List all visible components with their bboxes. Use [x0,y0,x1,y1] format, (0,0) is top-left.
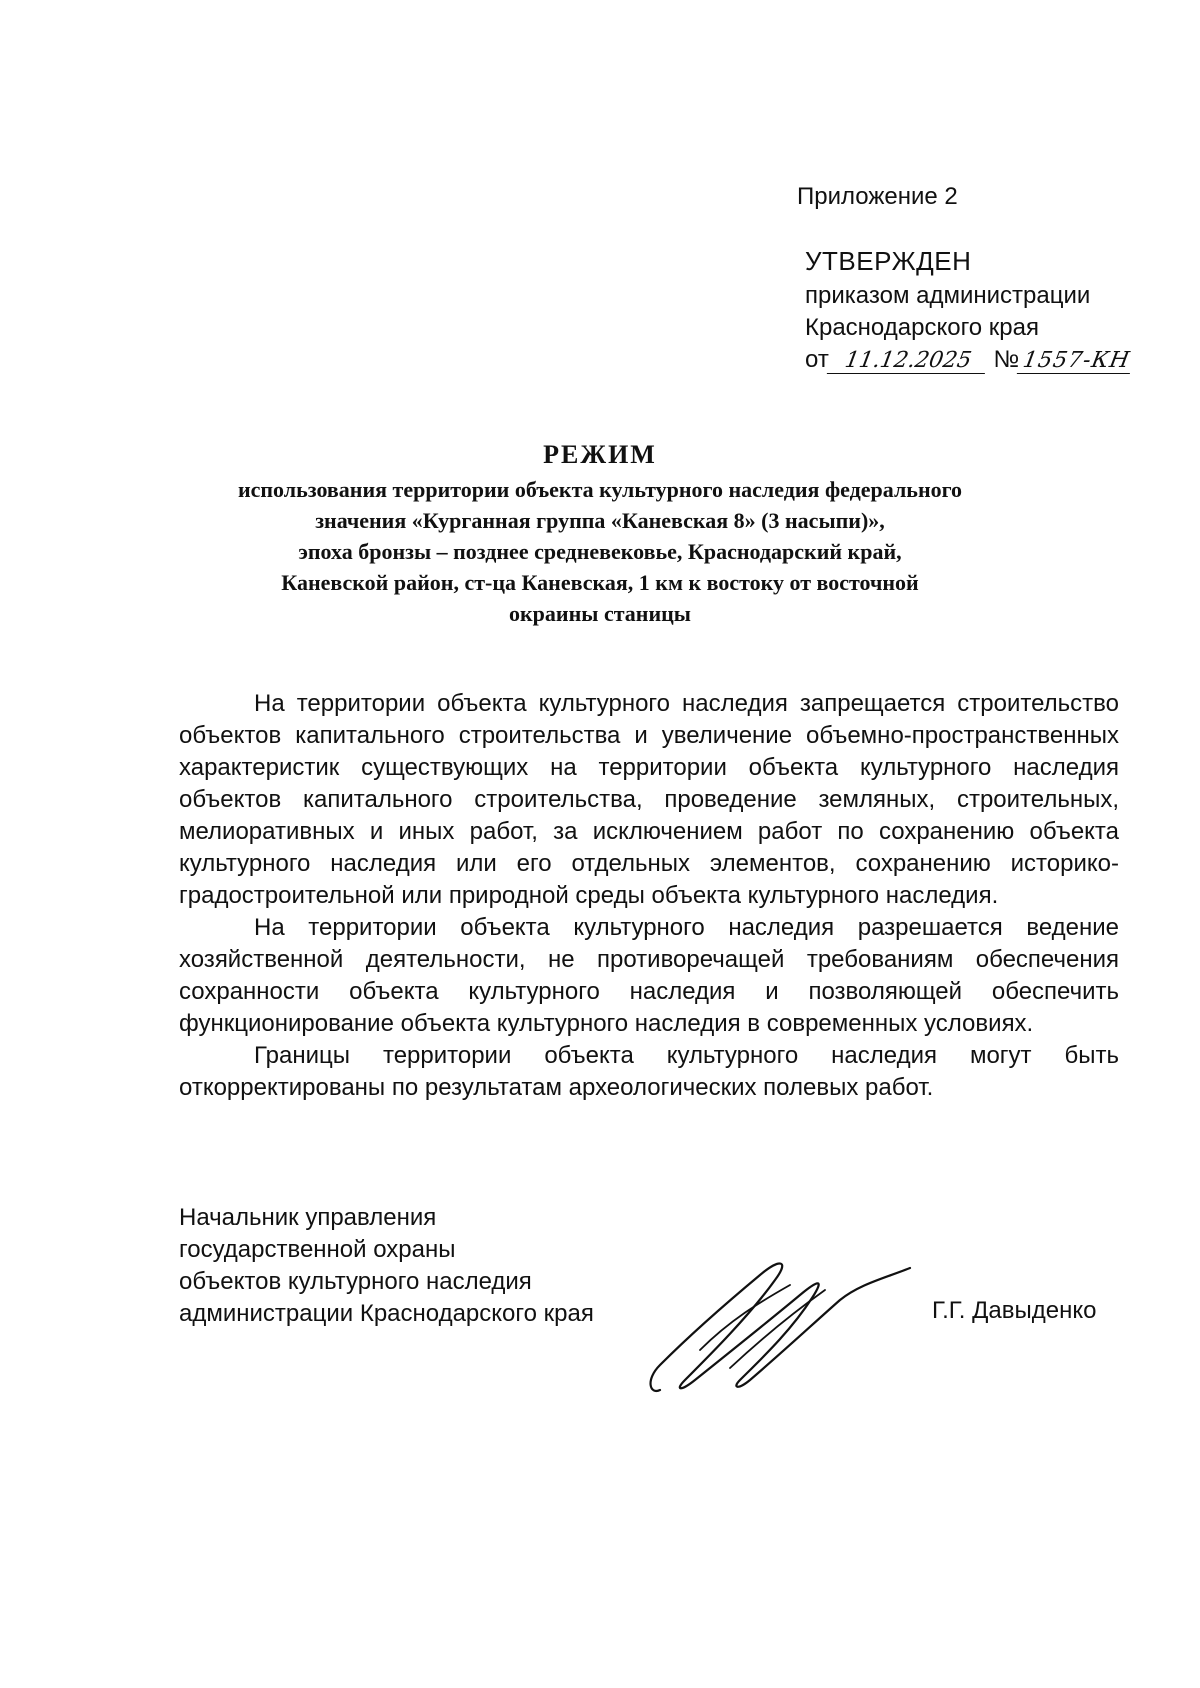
number-prefix: № [993,346,1020,373]
signer-position-line: Начальник управления [179,1204,437,1231]
subtitle-line: эпоха бронзы – позднее средневековье, Краснодарский край, [298,539,902,564]
subtitle-line: значения «Курганная группа «Каневская 8» (3 насыпи)», [315,508,885,533]
date-prefix: от [805,346,829,373]
body-paragraph: Границы территории объекта культурного наследия могут быть откорректированы по результатам археологических полевых работ. [179,1042,1119,1101]
order-number-handwritten: 1557-КН [1017,349,1134,374]
signer-position-line: администрации Краснодарского края [179,1300,594,1327]
document-subtitle [150,474,1050,629]
body-paragraph: На территории объекта культурного наследия разрешается ведение хозяйственной деятельности, не противоречащей требованиям обеспечения сохранности объекта культурного наследия и позволяющей обеспечить функционирование объекта культурного наследия в современных условиях. [179,914,1119,1037]
handwritten-signature [640,1240,930,1400]
document-title: РЕЖИМ [543,440,657,469]
signer-name: Г.Г. Давыденко [932,1297,1097,1324]
appendix-label: Приложение 2 [797,183,958,210]
approved-by-line-1: приказом администрации [805,282,1091,309]
signer-position-line: объектов культурного наследия [179,1268,532,1295]
signer-position [179,1202,594,1330]
subtitle-line: использования территории объекта культурного наследия федерального [237,477,963,502]
approved-heading: УТВЕРЖДЕН [805,246,972,276]
signer-position-line: государственной охраны [179,1236,456,1263]
subtitle-line: Каневской район, ст-ца Каневская, 1 км к востоку от восточной [281,570,919,595]
approved-by-line-2: Краснодарского края [805,314,1039,341]
order-date-handwritten: 11.12.2025 [827,349,989,374]
body-paragraph: На территории объекта культурного наследия запрещается строительство объектов капитального строительства и увеличение объемно-пространственных характеристик существующих на территории объекта культурного наследия объектов капитального строительства, проведение земляных, строительных, мелиоративных и иных работ, за исключением работ по сохранению объекта культурного наследия или его отдельных элементов, сохранению историко-градостроительной или природной среды объекта культурного наследия. [179,690,1119,909]
order-date-number-line [805,346,1132,374]
document-body [179,688,1119,1104]
subtitle-line: окраины станицы [509,601,691,626]
